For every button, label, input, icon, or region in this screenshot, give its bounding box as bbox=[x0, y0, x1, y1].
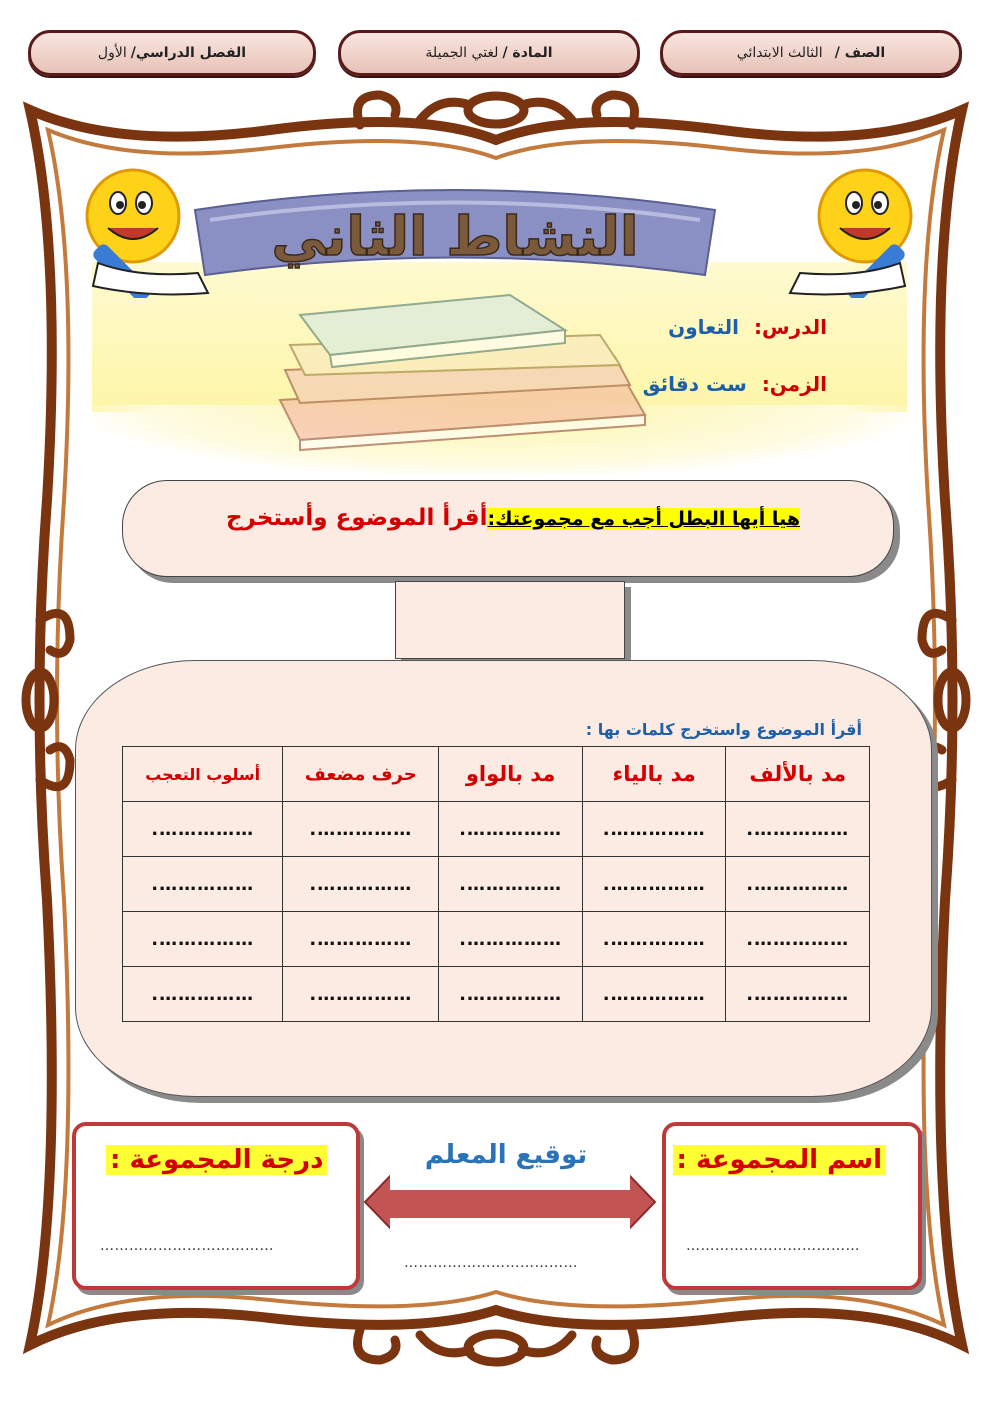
answer-cell[interactable]: ……………. bbox=[123, 912, 283, 967]
answer-cell[interactable]: ……………. bbox=[439, 967, 583, 1022]
left-ornament bbox=[26, 613, 70, 786]
table-header: مد بالواو bbox=[439, 747, 583, 802]
subject-label: المادة / bbox=[502, 45, 553, 61]
answer-cell[interactable]: ……………. bbox=[439, 857, 583, 912]
answer-cell[interactable]: ……………. bbox=[726, 857, 870, 912]
answer-cell[interactable]: ……………. bbox=[283, 802, 439, 857]
subject-value: لغتي الجميلة bbox=[425, 45, 499, 61]
group-grade-label: درجة المجموعة : bbox=[106, 1145, 327, 1175]
group-name-dots[interactable]: ……………………………… bbox=[686, 1238, 860, 1254]
group-name-label: اسم المجموعة : bbox=[673, 1145, 886, 1175]
grade-value: الثالث الابتدائي bbox=[736, 45, 823, 61]
answer-cell[interactable]: ……………. bbox=[582, 802, 726, 857]
answer-cell[interactable]: ……………. bbox=[726, 802, 870, 857]
table-row bbox=[123, 857, 870, 912]
task-prompt: هيا أيها البطل أجب مع مجموعتك: bbox=[487, 508, 800, 530]
time-label: الزمن: bbox=[761, 372, 827, 396]
answer-cell[interactable]: ……………. bbox=[283, 912, 439, 967]
activity-title: النشاط الثاني bbox=[271, 205, 639, 268]
left-smiley-icon bbox=[78, 168, 218, 298]
table-header: حرف مضعف bbox=[283, 747, 439, 802]
title-ribbon bbox=[185, 180, 725, 290]
answer-cell[interactable]: ……………. bbox=[123, 967, 283, 1022]
connector-box bbox=[395, 581, 625, 659]
lesson-label: الدرس: bbox=[753, 315, 827, 339]
answer-cell[interactable]: ……………. bbox=[123, 802, 283, 857]
lesson-line bbox=[668, 315, 827, 339]
right-smiley-icon bbox=[780, 168, 920, 298]
answer-cell[interactable]: ……………. bbox=[283, 857, 439, 912]
teacher-signature-dots[interactable]: ……………………………… bbox=[404, 1255, 578, 1271]
table-header: أسلوب التعجب bbox=[123, 747, 283, 802]
table-row bbox=[123, 802, 870, 857]
lesson-value: التعاون bbox=[668, 315, 739, 339]
term-value: الأول bbox=[97, 45, 127, 61]
answer-cell[interactable]: ……………. bbox=[726, 967, 870, 1022]
books-illustration bbox=[270, 285, 655, 460]
table-row bbox=[123, 967, 870, 1022]
table-instruction: أقرأ الموضوع واستخرج كلمات بها : bbox=[585, 720, 862, 739]
answer-cell[interactable]: ……………. bbox=[283, 967, 439, 1022]
grade-label: الصف / bbox=[834, 45, 886, 61]
term-label: الفصل الدراسي/ bbox=[130, 45, 247, 61]
table-header: مد بالياء bbox=[582, 747, 726, 802]
answer-cell[interactable]: ……………. bbox=[439, 912, 583, 967]
table-header: مد بالألف bbox=[726, 747, 870, 802]
task-text bbox=[140, 505, 800, 531]
answer-cell[interactable]: ……………. bbox=[582, 912, 726, 967]
table-row bbox=[123, 912, 870, 967]
group-grade-dots[interactable]: ……………………………… bbox=[100, 1238, 274, 1254]
task-instruction: أقرأ الموضوع وأستخرج bbox=[225, 505, 488, 531]
table-header-row bbox=[123, 747, 870, 802]
time-line bbox=[643, 372, 827, 396]
answer-cell[interactable]: ……………. bbox=[726, 912, 870, 967]
answer-cell[interactable]: ……………. bbox=[582, 857, 726, 912]
teacher-signature-label: توقيع المعلم bbox=[424, 1140, 588, 1170]
answer-cell[interactable]: ……………. bbox=[582, 967, 726, 1022]
bottom-ornament bbox=[358, 1330, 635, 1362]
answer-cell[interactable]: ……………. bbox=[439, 802, 583, 857]
answer-cell[interactable]: ……………. bbox=[123, 857, 283, 912]
answer-table bbox=[122, 746, 870, 1022]
time-value: ست دقائق bbox=[642, 372, 747, 396]
